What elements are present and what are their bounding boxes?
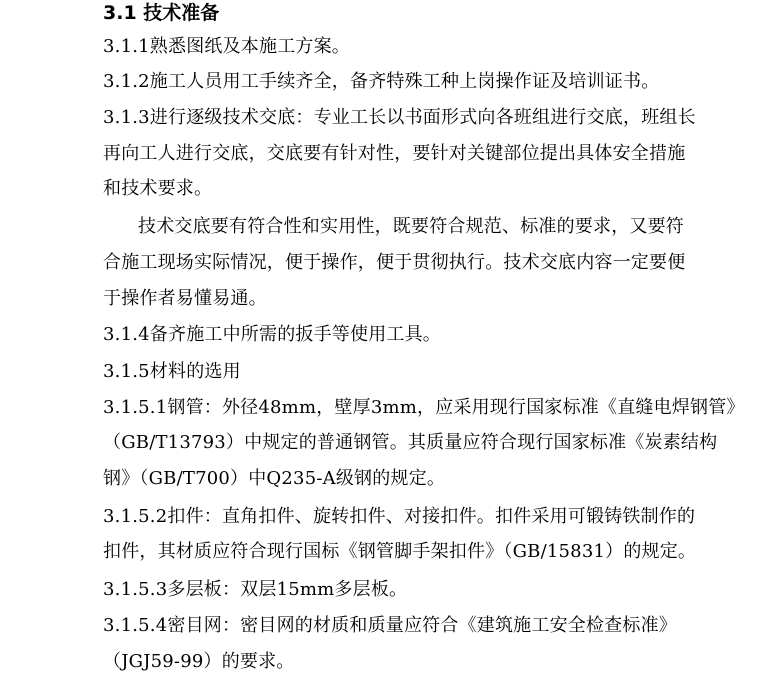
text-line: 扣件，其材质应符合现行国标《钢管脚手架扣件》（GB/15831）的规定。	[103, 541, 697, 562]
text-line: 3.1.5材料的选用	[103, 361, 241, 382]
text-line: （GB/T13793）中规定的普通钢管。其质量应符合现行国家标准《炭素结构	[103, 432, 718, 453]
text-line: 再向工人进行交底，交底要有针对性，要针对关键部位提出具体安全措施	[103, 143, 686, 164]
text-line: （JGJ59-99）的要求。	[103, 651, 295, 672]
text-line: 钢》（GB/T700）中Q235-A级钢的规定。	[103, 468, 446, 489]
text-line: 3.1.1熟悉图纸及本施工方案。	[103, 36, 350, 57]
text-line: 3.1.2施工人员用工手续齐全，备齐特殊工种上岗操作证及培训证书。	[103, 71, 660, 92]
text-line: 合施工现场实际情况，便于操作，便于贯彻执行。技术交底内容一定要便	[103, 252, 686, 273]
text-line: 技术交底要有符合性和实用性，既要符合规范、标准的要求，又要符	[138, 216, 684, 237]
text-line: 3.1.5.4密目网：密目网的材质和质量应符合《建筑施工安全检查标准》	[103, 615, 677, 636]
text-line: 于操作者易懂易通。	[103, 288, 267, 309]
text-line: 3.1.4备齐施工中所需的扳手等使用工具。	[103, 324, 441, 345]
text-line: 3.1.5.1钢管：外径48mm，壁厚3mm，应采用现行国家标准《直缝电焊钢管》	[103, 397, 745, 418]
text-line: 3.1.3进行逐级技术交底：专业工长以书面形式向各班组进行交底，班组长	[103, 107, 696, 128]
text-line: 3.1.5.2扣件：直角扣件、旋转扣件、对接扣件。扣件采用可锻铸铁制作的	[103, 506, 696, 527]
text-line: 3.1.5.3多层板：双层15mm多层板。	[103, 579, 408, 600]
text-line: 和技术要求。	[103, 178, 213, 199]
section-heading: 3.1 技术准备	[103, 2, 220, 24]
